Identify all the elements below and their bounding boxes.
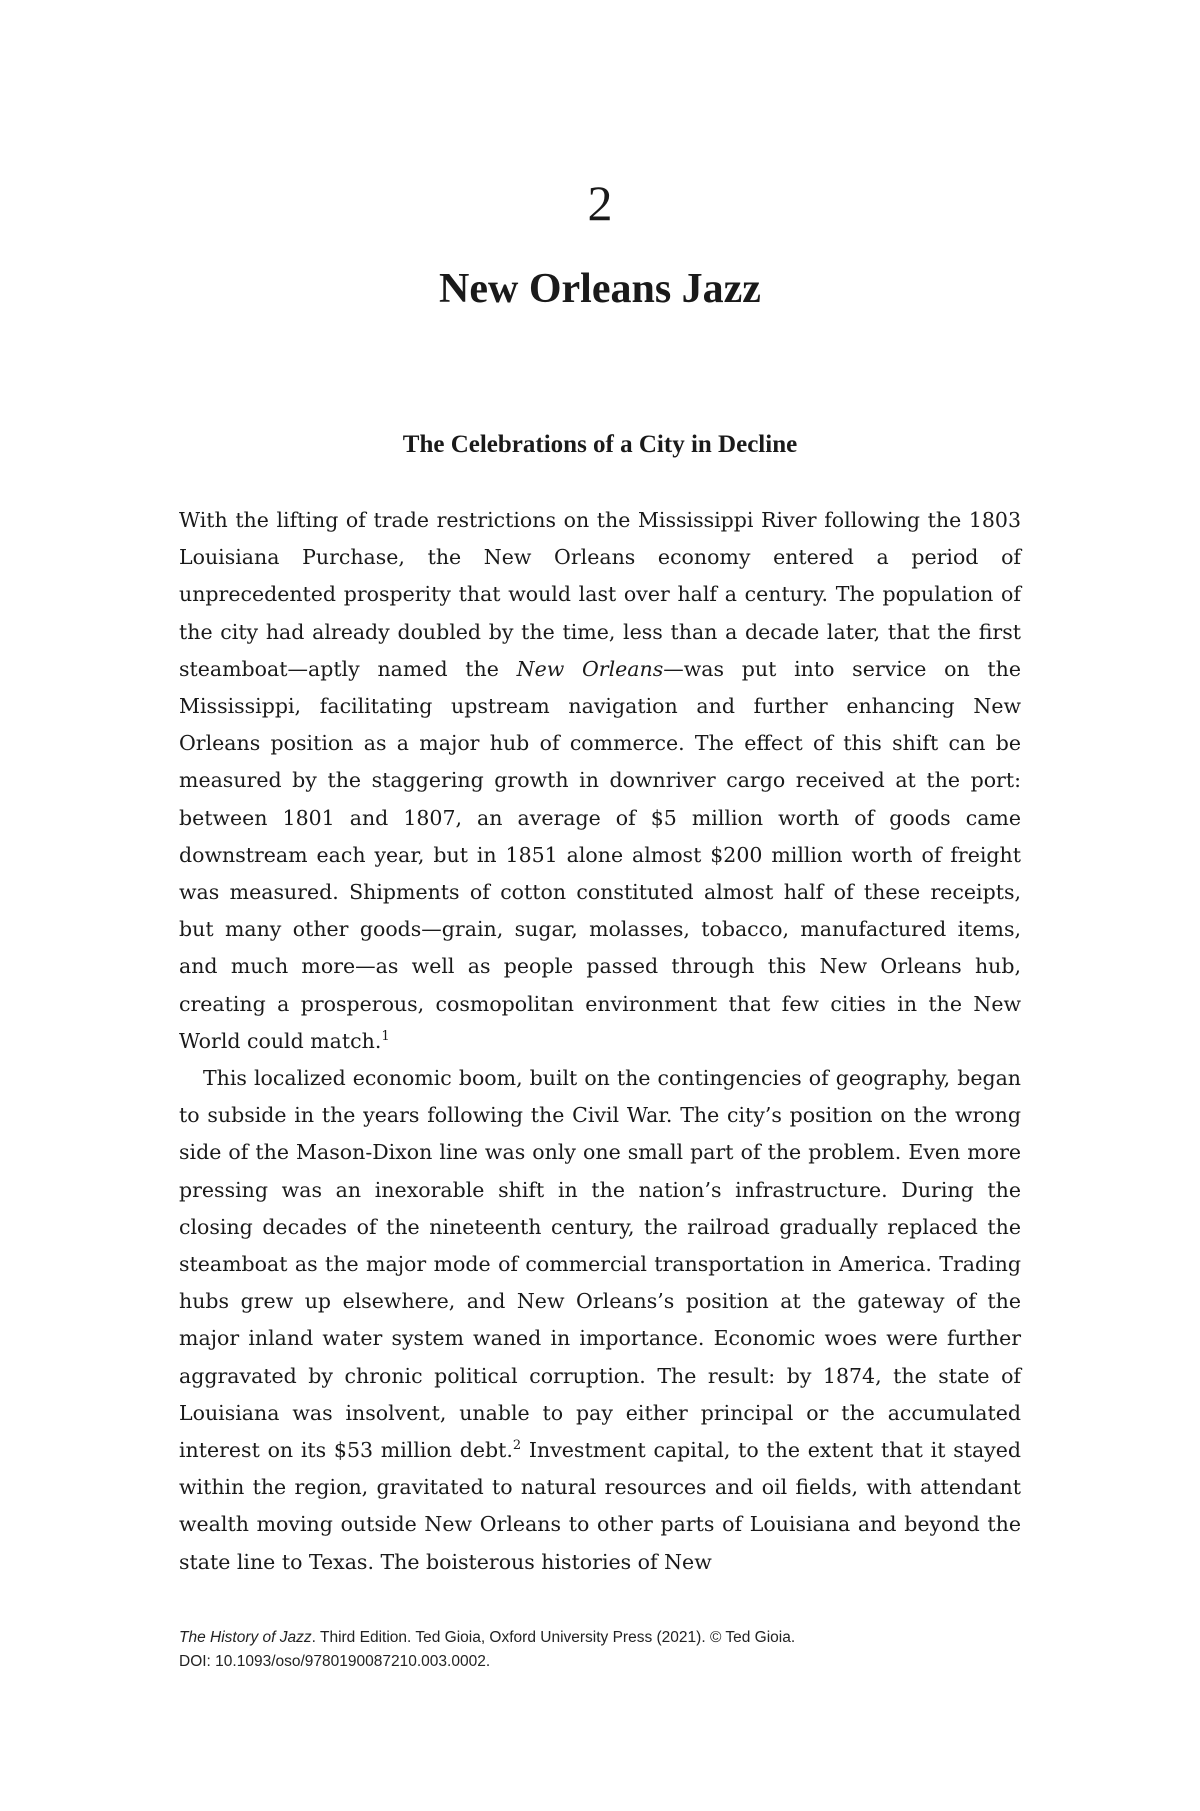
paragraph-1-text-a: With the lifting of trade restrictions on the Mississippi River following the 1803 Louisiana Purchase, the New Orleans economy entered a period of unprecedented prosperity that would last over half a century. The population of the city had already doubled by the time, less than a decade later, that the first steamboat—aptly named the — [179, 508, 1021, 681]
body-text — [179, 502, 1021, 1581]
paragraph-1 — [179, 502, 1021, 1060]
page-footer — [179, 1626, 1021, 1674]
footnote-marker-1: 1 — [381, 1028, 390, 1044]
chapter-title: New Orleans Jazz — [439, 266, 761, 312]
footer-citation — [179, 1626, 1021, 1650]
footnote-marker-2: 2 — [512, 1438, 522, 1454]
section-heading: The Celebrations of a City in Decline — [402, 431, 798, 458]
footer-book-title: The History of Jazz — [179, 1629, 312, 1646]
paragraph-2 — [179, 1060, 1021, 1581]
paragraph-2-text-b: Investment capital, to the extent that it stayed within the region, gravitated to natural resources and oil fields, with attendant wealth moving outside New Orleans to other parts of Louisiana and beyond the state line to Texas. The boisterous histories of New — [179, 1438, 1022, 1574]
footer-doi: DOI: 10.1093/oso/9780190087210.003.0002. — [179, 1653, 491, 1670]
paragraph-1-text-b: —was put into service on the Mississippi, facilitating upstream navigation and further enhancing New Orleans position as a major hub of commerce. The effect of this shift can be measured by the staggering growth in downriver cargo received at the port: between 1801 and 1807, an average of $5 million worth of goods came downstream each year, but in 1851 alone almost $200 million worth of freight was measured. Shipments of cotton constituted almost half of these receipts, but many other goods—grain, sugar, molasses, tobacco, manufactured items, and much more—as well as people passed through this New Orleans hub, creating a prosperous, cosmopolitan environment that few cities in the New World could match. — [179, 656, 1021, 1053]
chapter-number: 2 — [587, 175, 613, 231]
footer-citation-text: . Third Edition. Ted Gioia, Oxford University Press (2021). © Ted Gioia. — [311, 1629, 796, 1646]
paragraph-1-italic-ship-name: New Orleans — [516, 656, 664, 681]
paragraph-2-text-a: This localized economic boom, built on the contingencies of geography, began to subside in the years following the Civil War. The city’s position on the wrong side of the Mason-Dixon line was only one small part of the problem. Even more pressing was an inexorable shift in the nation’s infrastructure. During the closing decades of the nineteenth century, the railroad gradually replaced the steamboat as the major mode of commercial transportation in America. Trading hubs grew up elsewhere, and New Orleans’s position at the gateway of the major inland water system waned in importance. Economic woes were further aggravated by chronic political corruption. The result: by 1874, the state of Louisiana was insolvent, unable to pay either principal or the accumulated interest on its $53 million debt. — [179, 1066, 1021, 1463]
